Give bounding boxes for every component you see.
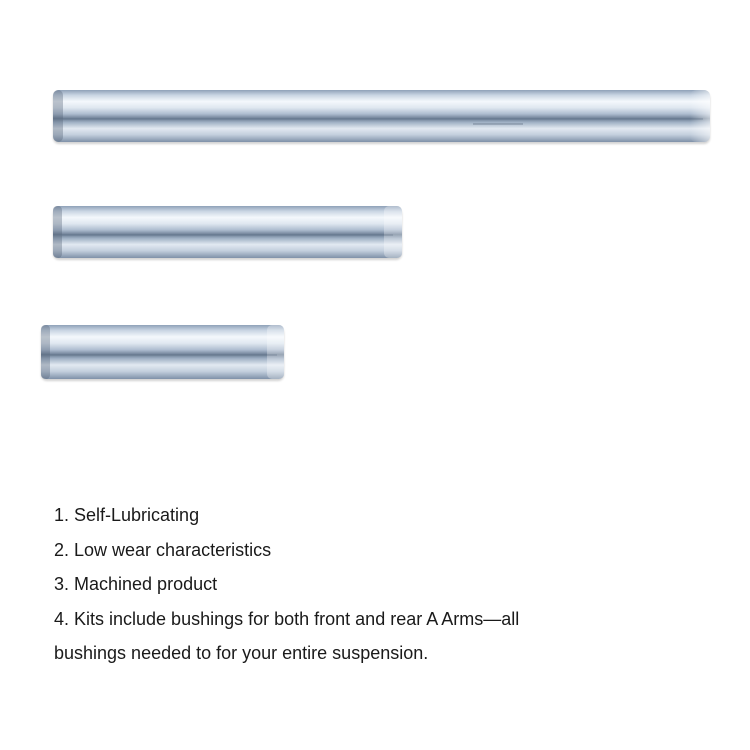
short-bushing-tube — [41, 325, 284, 379]
long-bushing-tube — [53, 90, 710, 142]
feature-item-machined: 3. Machined product — [54, 574, 218, 594]
feature-item-low-wear: 2. Low wear characteristics — [54, 539, 272, 560]
feature-item-self-lubricating: 1. Self-Lubricating — [54, 505, 200, 525]
feature-item-kits-include-continued: bushings needed to for your entire suspension. — [54, 643, 429, 663]
medium-bushing-tube — [53, 206, 402, 258]
feature-list — [54, 498, 674, 671]
feature-item-kits-include: 4. Kits include bushings for both front and rear A Arms—all — [54, 608, 520, 629]
